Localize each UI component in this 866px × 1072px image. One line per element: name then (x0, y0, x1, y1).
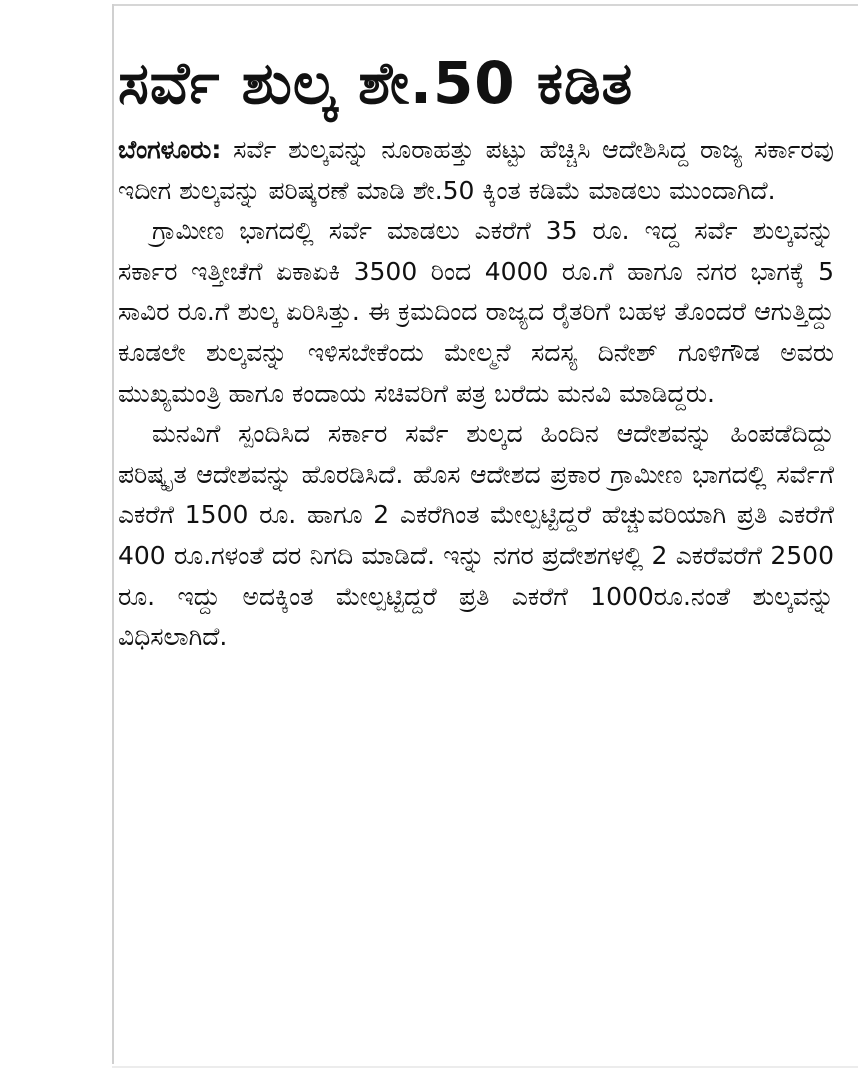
article-dateline: ಬೆಂಗಳೂರು: (118, 135, 222, 164)
article-headline: ಸರ್ವೆ ಶುಲ್ಕ ಶೇ.50 ಕಡಿತ (118, 49, 634, 117)
top-border-rule (112, 4, 858, 6)
article-paragraph-3: ಮನವಿಗೆ ಸ್ಪಂದಿಸಿದ ಸರ್ಕಾರ ಸರ್ವೆ ಶುಲ್ಕದ ಹಿಂದಿನ ಆದೇಶವನ್ನು ಹಿಂಪಡೆದಿದ್ದು ಪರಿಷ್ಕೃತ ಆದೇಶವನ್ನು ಹೊರಡಿಸಿದೆ. ಹೊಸ ಆದೇಶದ ಪ್ರಕಾರ ಗ್ರಾಮೀಣ ಭಾಗದಲ್ಲಿ ಸರ್ವೆಗೆ ಎಕರೆಗೆ 1500 ರೂ. ಹಾಗೂ 2 ಎಕರೆಗಿಂತ ಮೇಲ್ಪಟ್ಟಿದ್ದರೆ ಹೆಚ್ಚುವರಿಯಾಗಿ ಪ್ರತಿ ಎಕರೆಗೆ 400 ರೂ.ಗಳಂತೆ ದರ ನಿಗದಿ ಮಾಡಿದೆ. ಇನ್ನು ನಗರ ಪ್ರದೇಶಗಳಲ್ಲಿ 2 ಎಕರೆವರೆಗೆ 2500 ರೂ. ಇದ್ದು ಅದಕ್ಕಿಂತ ಮೇಲ್ಪಟ್ಟಿದ್ದರೆ ಪ್ರತಿ ಎಕರೆಗೆ 1000ರೂ.ನಂತೆ ಶುಲ್ಕವನ್ನು ವಿಧಿಸಲಾಗಿದೆ. (118, 419, 834, 652)
article-body (118, 130, 834, 658)
paragraph-1-text: ಸರ್ವೆ ಶುಲ್ಕವನ್ನು ನೂರಾಹತ್ತು ಪಟ್ಟು ಹೆಚ್ಚಿಸಿ ಆದೇಶಿಸಿದ್ದ ರಾಜ್ಯ ಸರ್ಕಾರವು ಇದೀಗ ಶುಲ್ಕವನ್ನು ಪರಿಷ್ಕರಣೆ ಮಾಡಿ ಶೇ.50 ಕ್ಕಿಂತ ಕಡಿಮೆ ಮಾಡಲು ಮುಂದಾಗಿದೆ. (118, 135, 834, 205)
bottom-border-rule (112, 1066, 858, 1068)
news-article (118, 40, 834, 658)
left-border-rule (112, 4, 114, 1064)
article-paragraph-2: ಗ್ರಾಮೀಣ ಭಾಗದಲ್ಲಿ ಸರ್ವೆ ಮಾಡಲು ಎಕರೆಗೆ 35 ರೂ. ಇದ್ದ ಸರ್ವೆ ಶುಲ್ಕವನ್ನು ಸರ್ಕಾರ ಇತ್ತೀಚೆಗೆ ಏಕಾಏಕಿ 3500 ರಿಂದ 4000 ರೂ.ಗೆ ಹಾಗೂ ನಗರ ಭಾಗಕ್ಕೆ 5 ಸಾವಿರ ರೂ.ಗೆ ಶುಲ್ಕ ಏರಿಸಿತ್ತು. ಈ ಕ್ರಮದಿಂದ ರಾಜ್ಯದ ರೈತರಿಗೆ ಬಹಳ ತೊಂದರೆ ಆಗುತ್ತಿದ್ದು ಕೂಡಲೇ ಶುಲ್ಕವನ್ನು ಇಳಿಸಬೇಕೆಂದು ಮೇಲ್ಮನೆ ಸದಸ್ಯ ದಿನೇಶ್ ಗೂಳಿಗೌಡ ಅವರು ಮುಖ್ಯಮಂತ್ರಿ ಹಾಗೂ ಕಂದಾಯ ಸಚಿವರಿಗೆ ಪತ್ರ ಬರೆದು ಮನವಿ ಮಾಡಿದ್ದರು. (118, 216, 834, 408)
article-paragraph-1 (118, 130, 834, 211)
